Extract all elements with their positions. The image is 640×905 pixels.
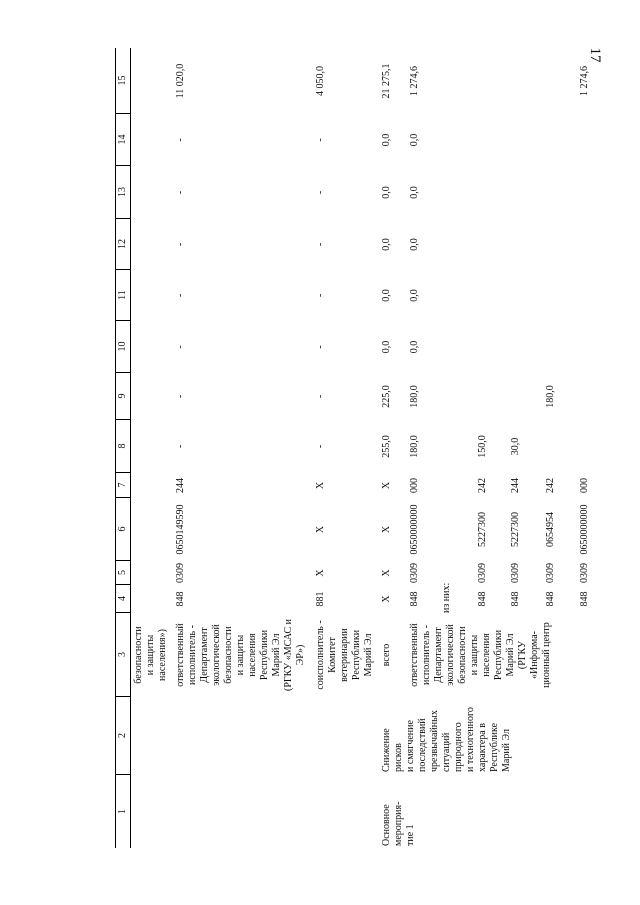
b1-col4: 848 xyxy=(175,591,186,607)
resp-col12: 0,0 xyxy=(409,238,420,251)
b1-col6: 0650149590 xyxy=(175,504,186,555)
sub1-col8: 150,0 xyxy=(477,435,488,458)
rotated-table xyxy=(115,48,640,848)
page-number: 17 xyxy=(587,47,603,63)
sub2-col6: 5227300 xyxy=(510,512,521,547)
total-col15: 21 275,1 xyxy=(381,63,392,99)
b1-col11: - xyxy=(175,293,186,298)
total-col6: X xyxy=(381,525,392,534)
total-col5: X xyxy=(381,569,392,577)
b1-col14: - xyxy=(175,138,186,142)
sub1-col4: 848 xyxy=(477,591,488,607)
header-col-14: 14 xyxy=(116,114,130,166)
b2-col7: X xyxy=(315,481,326,490)
resp-col7: 000 xyxy=(409,478,420,493)
header-col-13: 13 xyxy=(116,166,130,219)
sub4-col6: 0650000000 xyxy=(579,504,590,555)
responsible-executor-block1: ответственный исполнитель - Департамент экологической безопасности и защиты населения Республики Марий Эл (РГКУ «МСАС и ЭР») xyxy=(175,618,306,692)
sub1-col5: 0309 xyxy=(477,563,488,583)
resp-col4: 848 xyxy=(409,591,420,607)
resp-col9: 180,0 xyxy=(409,385,420,408)
resp-col13: 0,0 xyxy=(409,186,420,199)
b2-col13: - xyxy=(315,190,326,195)
header-col-3: 3 xyxy=(116,613,130,697)
b1-col10: - xyxy=(175,345,186,349)
total-label: всего xyxy=(381,643,392,667)
header-col-2: 2 xyxy=(116,697,130,775)
resp-col6: 0650000000 xyxy=(409,504,420,555)
header-col-11: 11 xyxy=(116,270,130,321)
sub3-col9: 180,0 xyxy=(545,385,556,408)
b2-col12: - xyxy=(315,242,326,247)
table-header-numbers xyxy=(115,48,131,848)
resp-col15: 1 274,6 xyxy=(409,66,420,96)
sub2-col4: 848 xyxy=(510,591,521,607)
b1-col5: 0309 xyxy=(175,563,186,583)
total-col14: 0,0 xyxy=(381,133,392,147)
b2-col6: X xyxy=(315,525,326,534)
sub3-col4: 848 xyxy=(545,591,556,607)
header-col-4: 4 xyxy=(116,585,130,613)
b2-col4: 881 xyxy=(315,591,326,607)
main-event-title: Основное мероприя- тие 1 xyxy=(381,801,416,846)
sub1-col7: 242 xyxy=(477,478,488,493)
co-executor-block2: соисполнитель - Комитет ветеринарии Республики Марий Эл xyxy=(315,620,374,690)
total-col4: X xyxy=(381,595,392,603)
sub1-col6: 5227300 xyxy=(477,512,488,547)
b2-col10: - xyxy=(315,345,326,349)
sub2-col8: 30,0 xyxy=(510,437,521,456)
total-col12: 0,0 xyxy=(381,238,392,251)
resp-col8: 180,0 xyxy=(409,435,420,458)
b2-col11: - xyxy=(315,293,326,298)
header-col-6: 6 xyxy=(116,498,130,561)
header-col-12: 12 xyxy=(116,219,130,270)
b2-col15: 4 050,0 xyxy=(315,66,326,96)
b1-col8: - xyxy=(175,444,186,449)
total-col10: 0,0 xyxy=(381,340,392,354)
b1-col12: - xyxy=(175,242,186,247)
header-col-9: 9 xyxy=(116,373,130,420)
sub3-col6: 0654954 xyxy=(545,512,556,547)
b1-col7: 244 xyxy=(175,478,186,493)
sub2-col5: 0309 xyxy=(510,563,521,583)
b2-col9: - xyxy=(315,394,326,399)
sub3-col5: 0309 xyxy=(545,563,556,583)
responsible-executor-main: ответственный исполнитель - Департамент экологической безопасности и защиты населения Республики Марий Эл (РГКУ «Информа- ционный центр xyxy=(409,622,552,688)
sub4-col5: 0309 xyxy=(579,563,590,583)
continuation-text: безопасности и защиты населения») xyxy=(133,626,168,684)
resp-col11: 0,0 xyxy=(409,289,420,302)
header-col-1: 1 xyxy=(117,809,128,814)
sub4-col7: 000 xyxy=(579,478,590,493)
total-col9: 225,0 xyxy=(381,385,392,408)
header-col-5: 5 xyxy=(116,561,130,585)
header-col-7: 7 xyxy=(116,473,130,498)
b1-col13: - xyxy=(175,190,186,195)
total-col7: X xyxy=(381,481,392,490)
header-col-15: 15 xyxy=(116,48,130,114)
sub3-col7: 242 xyxy=(545,478,556,493)
b2-col14: - xyxy=(315,138,326,142)
total-col8: 255,0 xyxy=(381,435,392,458)
header-col-10: 10 xyxy=(116,321,130,373)
b2-col5: X xyxy=(315,569,326,577)
b1-col9: - xyxy=(175,394,186,399)
total-col11: 0,0 xyxy=(381,289,392,302)
sub4-col15: 1 274,6 xyxy=(579,66,590,96)
sub2-col7: 244 xyxy=(510,478,521,493)
resp-col14: 0,0 xyxy=(409,133,420,147)
of-which-label: из них: xyxy=(441,582,452,613)
sub4-col4: 848 xyxy=(579,591,590,607)
resp-col5: 0309 xyxy=(409,563,420,583)
b1-col15: 11 020,0 xyxy=(175,63,186,99)
total-col13: 0,0 xyxy=(381,186,392,199)
resp-col10: 0,0 xyxy=(409,340,420,354)
main-event-description: Снижение рисков и смягчение последствий чрезвычайных ситуаций природного и техногенного характера в Республике Марий Эл xyxy=(381,707,512,772)
header-col-8: 8 xyxy=(116,420,130,473)
b2-col8: - xyxy=(315,444,326,449)
